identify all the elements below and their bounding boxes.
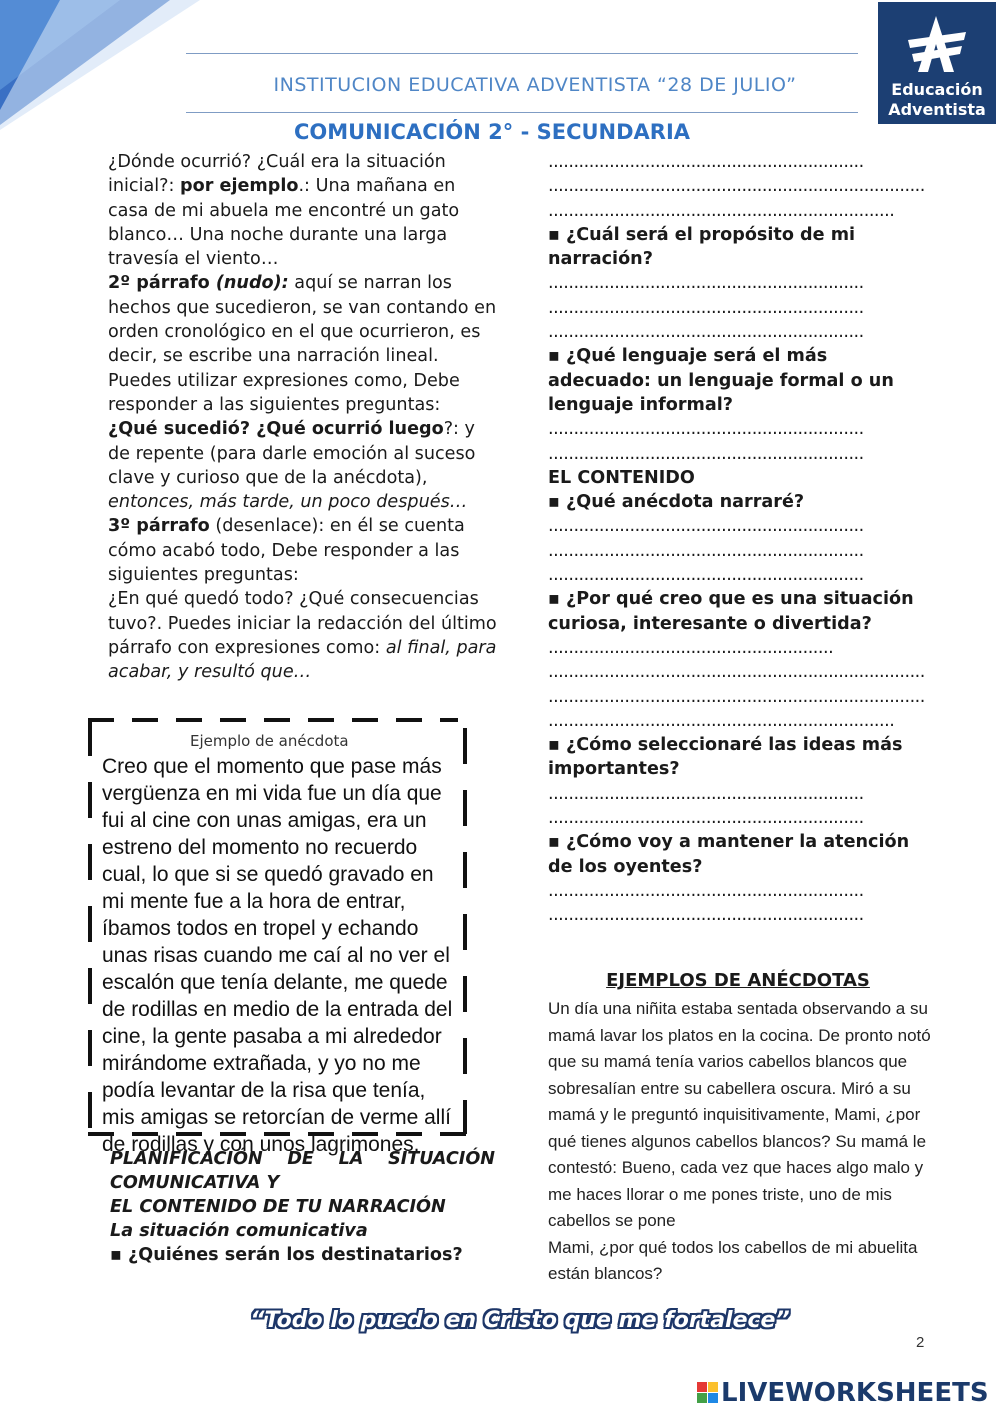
intro-example-text: .: Una mañana en casa de mi abuela me encontré un gato blanco… Una noche durante una larga travesía el viento… — [108, 176, 460, 270]
question-attention: ▪ ¿Cómo voy a mantener la atención de los oyentes? — [548, 832, 910, 877]
questions-text: ?: y de repente (para darle emoción al suceso clave y curioso que de la anécdota), — [108, 419, 476, 488]
question-anecdote: ▪ ¿Qué anécdota narraré? — [548, 492, 805, 513]
questions-bold: ¿Qué sucedió? ¿Qué ocurrió luego — [108, 419, 444, 440]
closing-italic: al final, para acabar, y resultó que… — [108, 637, 497, 683]
paragraph-closing — [108, 587, 500, 684]
nudo-label: 2º párrafo — [108, 273, 216, 294]
desenlace-text: (desenlace): en él se cuenta cómo acabó todo, Debe responder a las siguientes preguntas: — [108, 516, 465, 586]
corner-decoration — [0, 0, 200, 130]
education-logo — [878, 2, 996, 124]
paragraph-questions — [108, 417, 500, 514]
right-column — [548, 150, 933, 928]
institution-title: INSTITUCION EDUCATIVA ADVENTISTA “28 DE JULIO” — [273, 74, 797, 96]
answer-line[interactable]: .......................................................................... — [548, 686, 925, 707]
question-language: ▪ ¿Qué lenguaje será el más adecuado: un lenguaje formal o un lenguaje informal? — [548, 346, 894, 415]
question-recipients: ▪ ¿Quiénes serán los destinatarios? — [110, 1245, 463, 1265]
answer-line[interactable]: .............................................................. — [548, 297, 864, 318]
subject-title: COMUNICACIÓN 2° - SECUNDARIA — [293, 120, 691, 144]
questions-italic: entonces, más tarde, un poco después… — [108, 492, 468, 513]
footer-motto: “Todo lo puedo en Cristo que me fortalece” — [250, 1308, 790, 1333]
answer-line[interactable]: .............................................................. — [548, 273, 864, 294]
answer-line[interactable]: .............................................................. — [548, 152, 864, 172]
intro-questions: ¿Dónde ocurrió? ¿Cuál era la situación inicial?: — [108, 152, 446, 197]
paragraph-desenlace — [108, 514, 500, 587]
planning-line2: COMUNICATIVA Y — [110, 1173, 280, 1193]
answer-line[interactable]: .......................................................................... — [548, 176, 925, 197]
nudo-text: aquí se narran los hechos que sucedieron, se van contando en orden cronológico en el que ocurrieron, es decir, se escribe una narración lineal. Puedes utilizar expresiones como, Debe responder a las siguientes preguntas: — [108, 273, 497, 415]
planning-section — [110, 1147, 495, 1267]
intro-example-label: por ejemplo — [180, 176, 299, 197]
example-anecdote-text: Creo que el momento que pase más vergüenza en mi vida fue un día que fui al cine con unas amigas, era un estreno del momento no recuerdo cual, lo que si se quedó gravado en mi mente fue a la hora de entrar, íbamos todos en tropel y echando unas risas cuando me caí al no ver el escalón que tenía delante, me quede de rodillas en medio de la entrada del cine, la gente pasaba a mi alrededor mirándome extrañada, y yo no me podía levantar de la risa que tenía, mis amigas se retorcían de verme allí de rodillas y con unos lagrimones. — [102, 755, 453, 1156]
section-contenido: EL CONTENIDO — [548, 467, 695, 488]
question-select-ideas: ▪ ¿Cómo seleccionaré las ideas más importantes? — [548, 735, 903, 780]
example-label: Ejemplo de anécdota — [190, 732, 349, 750]
answer-line[interactable]: .................................................................... — [548, 200, 895, 221]
answer-line[interactable]: .............................................................. — [548, 419, 864, 440]
nudo-label-italic: (nudo): — [215, 273, 289, 294]
answer-line[interactable]: .............................................................. — [548, 565, 864, 586]
answer-line[interactable]: .................................................................... — [548, 710, 895, 731]
desenlace-label: 3º párrafo — [108, 516, 210, 537]
answer-line[interactable]: .......................................................................... — [548, 662, 925, 683]
liveworksheets-text: LIVEWORKSHEETS — [721, 1378, 989, 1408]
liveworksheets-icon — [697, 1382, 719, 1404]
question-purpose: ▪ ¿Cuál será el propósito de mi narración? — [548, 224, 856, 270]
examples-story-part1: Un día una niñita estaba sentada observando a su mamá lavar los platos en la cocina. De pronto notó que su mamá tenía varios cabellos blancos que sobresalían entre su cabellera oscura. Miró a su mamá y le preguntó inquisitivamente, Mami, ¿por qué tienes algunos cabellos blancos? Su mamá le contestó: Bueno, cada vez que haces algo malo y me haces llorar o me pones triste, uno de mis cabellos se pone — [548, 999, 931, 1230]
answer-line[interactable]: ........................................................ — [548, 637, 834, 658]
answer-line[interactable]: .............................................................. — [548, 322, 864, 343]
logo-text-line2: Adventista — [888, 100, 986, 119]
header-bottom-rule — [186, 112, 858, 113]
answer-line[interactable]: .............................................................. — [548, 905, 864, 926]
answer-line[interactable]: .............................................................. — [548, 540, 864, 561]
left-column — [108, 150, 500, 685]
answer-line[interactable]: .............................................................. — [548, 516, 864, 537]
planning-line1: PLANIFICACIÓN DE LA SITUACIÓN — [110, 1149, 495, 1169]
answer-line[interactable]: .............................................................. — [548, 808, 864, 829]
paragraph-intro — [108, 150, 500, 271]
page-number: 2 — [916, 1334, 925, 1351]
examples-title: EJEMPLOS DE ANÉCDOTAS — [606, 970, 870, 991]
answer-line[interactable]: .............................................................. — [548, 880, 864, 901]
answer-line[interactable]: .............................................................. — [548, 783, 864, 804]
header-top-rule — [186, 53, 858, 54]
answer-line[interactable]: .............................................................. — [548, 443, 864, 464]
planning-line3: EL CONTENIDO DE TU NARRACIÓN — [110, 1197, 446, 1217]
question-why-curious: ▪ ¿Por qué creo que es una situación curiosa, interesante o divertida? — [548, 589, 914, 634]
paragraph-nudo — [108, 271, 500, 417]
planning-line4: La situación comunicativa — [110, 1221, 368, 1241]
logo-mark-icon — [878, 2, 996, 80]
closing-text: ¿En qué quedó todo? ¿Qué consecuencias tuvo?. Puedes iniciar la redacción del último párrafo con expresiones como: — [108, 589, 497, 658]
examples-story-part2: Mami, ¿por qué todos los cabellos de mi abuelita están blancos? — [548, 1237, 918, 1283]
examples-story — [548, 996, 933, 1288]
logo-text-line1: Educación — [891, 80, 983, 99]
